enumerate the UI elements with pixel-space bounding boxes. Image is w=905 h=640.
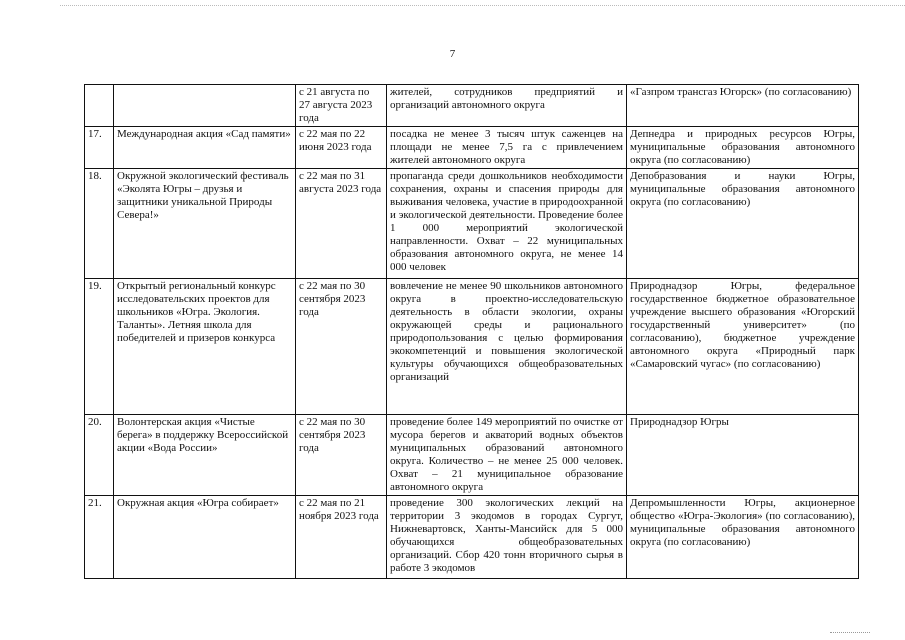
cell-executors: «Газпром трансгаз Югорск» (по согласованию) — [627, 85, 859, 127]
cell-number: 20. — [85, 415, 114, 496]
cell-event: Окружная акция «Югра собирает» — [114, 496, 296, 579]
scan-bottom-mark — [830, 632, 870, 633]
scan-top-edge — [60, 5, 905, 6]
cell-number: 21. — [85, 496, 114, 579]
cell-executors: Депромышленности Югры, акционерное общество «Югра-Экология» (по согласованию), муниципальные образования автономного округа (по согласованию) — [627, 496, 859, 579]
events-table — [84, 84, 859, 579]
cell-result: жителей, сотрудников предприятий и организаций автономного округа — [387, 85, 627, 127]
cell-executors: Природнадзор Югры — [627, 415, 859, 496]
cell-dates: с 22 мая по 22 июня 2023 года — [296, 127, 387, 169]
table-row — [85, 85, 859, 127]
cell-event: Окружной экологический фестиваль «Эколята Югры – друзья и защитники уникальной Природы Севера!» — [114, 169, 296, 279]
cell-number: 17. — [85, 127, 114, 169]
cell-dates: с 22 мая по 31 августа 2023 года — [296, 169, 387, 279]
cell-event — [114, 85, 296, 127]
table-row — [85, 279, 859, 415]
table-row — [85, 496, 859, 579]
table-body — [85, 85, 859, 579]
cell-number — [85, 85, 114, 127]
cell-result: пропаганда среди дошкольников необходимости сохранения, охраны и спасения природы для выживания человека, участие в природоохранной и экологической деятельности. Проведение более 1 000 мероприятий экологической направленности. Охват – 22 муниципальных образования автономного округа, не менее 14 000 человек — [387, 169, 627, 279]
cell-result: проведение 300 экологических лекций на территории 3 экодомов в городах Сургут, Нижневартовск, Ханты-Мансийск для 5 000 обучающихся общеобразовательных организаций. Сбор 420 тонн вторичного сырья в работе 3 экодомов — [387, 496, 627, 579]
cell-number: 19. — [85, 279, 114, 415]
cell-event: Открытый региональный конкурс исследовательских проектов для школьников «Югра. Экология. Таланты». Летняя школа для победителей и призеров конкурса — [114, 279, 296, 415]
cell-result: проведение более 149 мероприятий по очистке от мусора берегов и акваторий водных объектов муниципальных образований автономного округа. Количество – не менее 25 000 человек. Охват – 21 муниципальное образование автономного округа — [387, 415, 627, 496]
cell-dates: с 22 мая по 21 ноября 2023 года — [296, 496, 387, 579]
table-row — [85, 169, 859, 279]
table-row — [85, 415, 859, 496]
cell-executors: Природнадзор Югры, федеральное государственное бюджетное образовательное учреждение высшего образования «Югорский государственный университет» (по согласованию), бюджетное учреждение автономного округа «Природный парк «Самаровский чугас» (по согласованию) — [627, 279, 859, 415]
table-row — [85, 127, 859, 169]
cell-dates: с 22 мая по 30 сентября 2023 года — [296, 279, 387, 415]
cell-executors: Депобразования и науки Югры, муниципальные образования автономного округа (по согласованию) — [627, 169, 859, 279]
cell-result: вовлечение не менее 90 школьников автономного округа в проектно-исследовательскую деятельность в области экологии, охраны окружающей среды и рационального природопользования с целью формирования экокомпетенций и повышения экологической культуры обучающихся общеобразовательных организаций — [387, 279, 627, 415]
cell-event: Волонтерская акция «Чистые берега» в поддержку Всероссийской акции «Вода России» — [114, 415, 296, 496]
cell-result: посадка не менее 3 тысяч штук саженцев на площади не менее 7,5 га с привлечением жителей автономного округа — [387, 127, 627, 169]
page-number: 7 — [449, 48, 456, 60]
cell-dates: с 22 мая по 30 сентября 2023 года — [296, 415, 387, 496]
cell-event: Международная акция «Сад памяти» — [114, 127, 296, 169]
cell-number: 18. — [85, 169, 114, 279]
cell-executors: Депнедра и природных ресурсов Югры, муниципальные образования автономного округа (по согласованию) — [627, 127, 859, 169]
cell-dates: с 21 августа по 27 августа 2023 года — [296, 85, 387, 127]
